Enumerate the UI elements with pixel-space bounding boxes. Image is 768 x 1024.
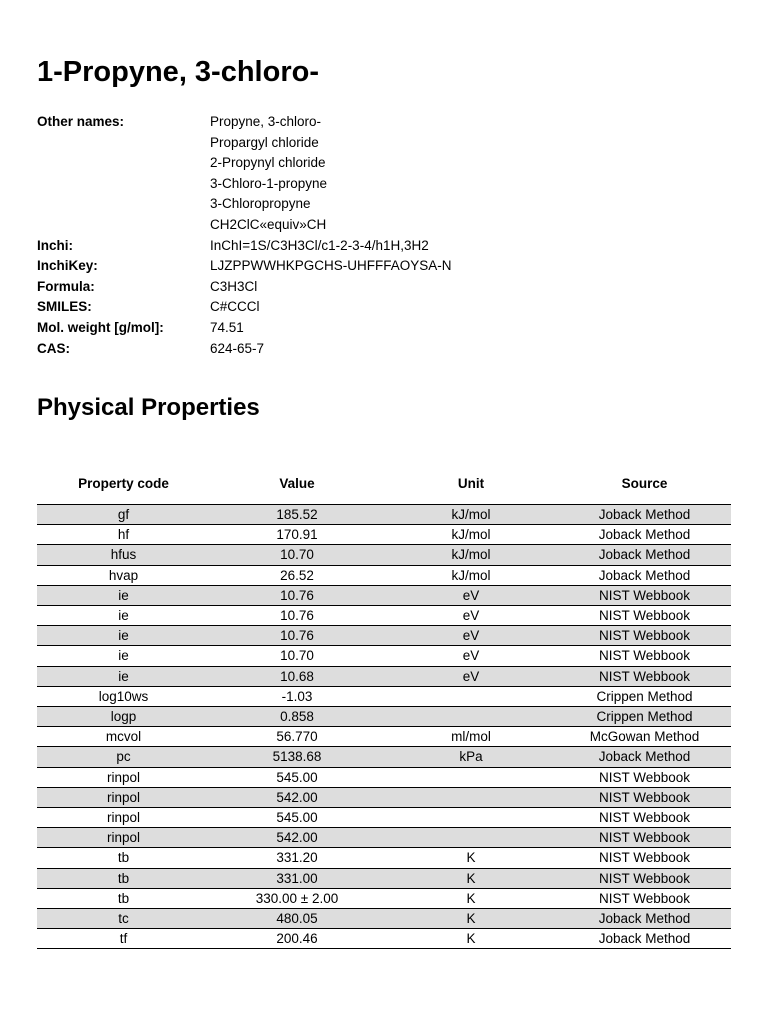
cell-unit: [384, 787, 558, 807]
cell-unit: [384, 686, 558, 706]
cell-property-code: rinpol: [37, 828, 210, 848]
table-row: [37, 747, 731, 767]
molweight-label: Mol. weight [g/mol]:: [37, 319, 164, 335]
column-header-value: Value: [210, 470, 384, 505]
cell-value: 200.46: [210, 929, 384, 949]
cell-source: NIST Webbook: [558, 828, 731, 848]
inchikey-label: InchiKey:: [37, 258, 98, 274]
table-row: [37, 646, 731, 666]
cell-property-code: rinpol: [37, 787, 210, 807]
cell-unit: eV: [384, 606, 558, 626]
cell-source: Joback Method: [558, 505, 731, 525]
table-row: [37, 505, 731, 525]
cell-property-code: pc: [37, 747, 210, 767]
section-title-physical-properties: Physical Properties: [37, 394, 260, 421]
cell-source: NIST Webbook: [558, 787, 731, 807]
cell-value: 10.70: [210, 646, 384, 666]
cas-value: 624-65-7: [210, 340, 265, 356]
cell-unit: eV: [384, 666, 558, 686]
identifier-list: [37, 112, 731, 359]
cell-value: 331.20: [210, 848, 384, 868]
cell-value: 5138.68: [210, 747, 384, 767]
table-row: [37, 808, 731, 828]
table-row: [37, 909, 731, 929]
cell-unit: kJ/mol: [384, 525, 558, 545]
cell-property-code: tb: [37, 848, 210, 868]
cell-unit: K: [384, 909, 558, 929]
cell-source: NIST Webbook: [558, 585, 731, 605]
other-name: 2-Propynyl chloride: [210, 155, 326, 171]
cell-value: 170.91: [210, 525, 384, 545]
other-names-label: Other names:: [37, 114, 125, 129]
cell-unit: [384, 808, 558, 828]
smiles-row: [37, 297, 731, 318]
table-row: [37, 545, 731, 565]
cell-value: 542.00: [210, 787, 384, 807]
cell-property-code: rinpol: [37, 767, 210, 787]
formula-row: [37, 277, 731, 298]
inchi-label: Inchi:: [37, 237, 73, 253]
physical-properties-table: [37, 470, 731, 949]
cell-property-code: ie: [37, 606, 210, 626]
table-row: [37, 585, 731, 605]
cell-property-code: hfus: [37, 545, 210, 565]
table-row: [37, 727, 731, 747]
cell-source: McGowan Method: [558, 727, 731, 747]
other-name: Propargyl chloride: [210, 134, 319, 150]
cell-value: 56.770: [210, 727, 384, 747]
table-row: [37, 525, 731, 545]
cell-value: 185.52: [210, 505, 384, 525]
cell-property-code: rinpol: [37, 808, 210, 828]
cell-property-code: tb: [37, 868, 210, 888]
cell-unit: [384, 767, 558, 787]
table-row: [37, 626, 731, 646]
cell-property-code: hvap: [37, 565, 210, 585]
formula-value: C3H3Cl: [210, 278, 258, 294]
smiles-value: C#CCCl: [210, 299, 260, 315]
cell-unit: K: [384, 929, 558, 949]
cell-property-code: gf: [37, 505, 210, 525]
cell-value: 331.00: [210, 868, 384, 888]
cell-source: NIST Webbook: [558, 626, 731, 646]
cell-value: 10.76: [210, 585, 384, 605]
smiles-label: SMILES:: [37, 299, 92, 315]
cell-source: Joback Method: [558, 545, 731, 565]
molweight-row: [37, 318, 731, 339]
table-header-row: [37, 470, 731, 505]
cell-source: Joback Method: [558, 747, 731, 767]
other-name: 3-Chloropropyne: [210, 196, 311, 212]
cell-unit: eV: [384, 646, 558, 666]
cell-value: 545.00: [210, 767, 384, 787]
cas-row: [37, 339, 731, 360]
cell-unit: kJ/mol: [384, 565, 558, 585]
column-header-property-code: Property code: [37, 470, 210, 505]
cell-property-code: ie: [37, 646, 210, 666]
cell-unit: kJ/mol: [384, 545, 558, 565]
cell-unit: K: [384, 868, 558, 888]
cell-unit: ml/mol: [384, 727, 558, 747]
table-row: [37, 606, 731, 626]
cell-source: Joback Method: [558, 929, 731, 949]
table-row: [37, 565, 731, 585]
cell-property-code: ie: [37, 666, 210, 686]
table-row: [37, 707, 731, 727]
inchikey-row: [37, 256, 731, 277]
cell-property-code: mcvol: [37, 727, 210, 747]
table-row: [37, 868, 731, 888]
table-row: [37, 929, 731, 949]
cell-value: -1.03: [210, 686, 384, 706]
other-name: Propyne, 3-chloro-: [210, 114, 322, 129]
table-row: [37, 767, 731, 787]
cell-property-code: tf: [37, 929, 210, 949]
inchi-row: [37, 236, 731, 257]
cell-source: Crippen Method: [558, 707, 731, 727]
cell-source: NIST Webbook: [558, 666, 731, 686]
cell-value: 330.00 ± 2.00: [210, 888, 384, 908]
cell-property-code: tc: [37, 909, 210, 929]
cell-source: Joback Method: [558, 525, 731, 545]
table-body: [37, 505, 731, 949]
inchi-value: InChI=1S/C3H3Cl/c1-2-3-4/h1H,3H2: [210, 237, 429, 253]
cell-unit: kPa: [384, 747, 558, 767]
other-name: 3-Chloro-1-propyne: [210, 175, 328, 191]
cell-unit: [384, 707, 558, 727]
cell-value: 10.76: [210, 626, 384, 646]
page-title: 1-Propyne, 3-chloro-: [37, 56, 319, 88]
cell-source: Joback Method: [558, 909, 731, 929]
cell-source: NIST Webbook: [558, 888, 731, 908]
table-row: [37, 686, 731, 706]
cell-value: 542.00: [210, 828, 384, 848]
cell-value: 10.76: [210, 606, 384, 626]
cas-label: CAS:: [37, 340, 70, 356]
other-names-values: [210, 112, 731, 236]
cell-property-code: ie: [37, 626, 210, 646]
cell-value: 10.68: [210, 666, 384, 686]
cell-source: Joback Method: [558, 565, 731, 585]
cell-value: 0.858: [210, 707, 384, 727]
cell-unit: K: [384, 888, 558, 908]
other-names-row: [37, 112, 731, 236]
cell-source: NIST Webbook: [558, 868, 731, 888]
cell-unit: [384, 828, 558, 848]
table-row: [37, 848, 731, 868]
cell-source: NIST Webbook: [558, 848, 731, 868]
formula-label: Formula:: [37, 278, 95, 294]
cell-value: 545.00: [210, 808, 384, 828]
table-row: [37, 888, 731, 908]
cell-unit: eV: [384, 626, 558, 646]
cell-source: NIST Webbook: [558, 606, 731, 626]
cell-unit: kJ/mol: [384, 505, 558, 525]
cell-value: 10.70: [210, 545, 384, 565]
cell-value: 26.52: [210, 565, 384, 585]
cell-source: Crippen Method: [558, 686, 731, 706]
table-row: [37, 666, 731, 686]
cell-source: NIST Webbook: [558, 767, 731, 787]
column-header-unit: Unit: [384, 470, 558, 505]
cell-property-code: logp: [37, 707, 210, 727]
cell-unit: eV: [384, 585, 558, 605]
cell-source: NIST Webbook: [558, 808, 731, 828]
cell-value: 480.05: [210, 909, 384, 929]
cell-source: NIST Webbook: [558, 646, 731, 666]
cell-property-code: hf: [37, 525, 210, 545]
other-name: CH2ClC«equiv»CH: [210, 216, 327, 232]
table-row: [37, 828, 731, 848]
cell-property-code: ie: [37, 585, 210, 605]
inchikey-value: LJZPPWWHKPGCHS-UHFFFAOYSA-N: [210, 258, 452, 274]
cell-property-code: tb: [37, 888, 210, 908]
table-row: [37, 787, 731, 807]
column-header-source: Source: [558, 470, 731, 505]
cell-property-code: log10ws: [37, 686, 210, 706]
cell-unit: K: [384, 848, 558, 868]
molweight-value: 74.51: [210, 319, 244, 335]
